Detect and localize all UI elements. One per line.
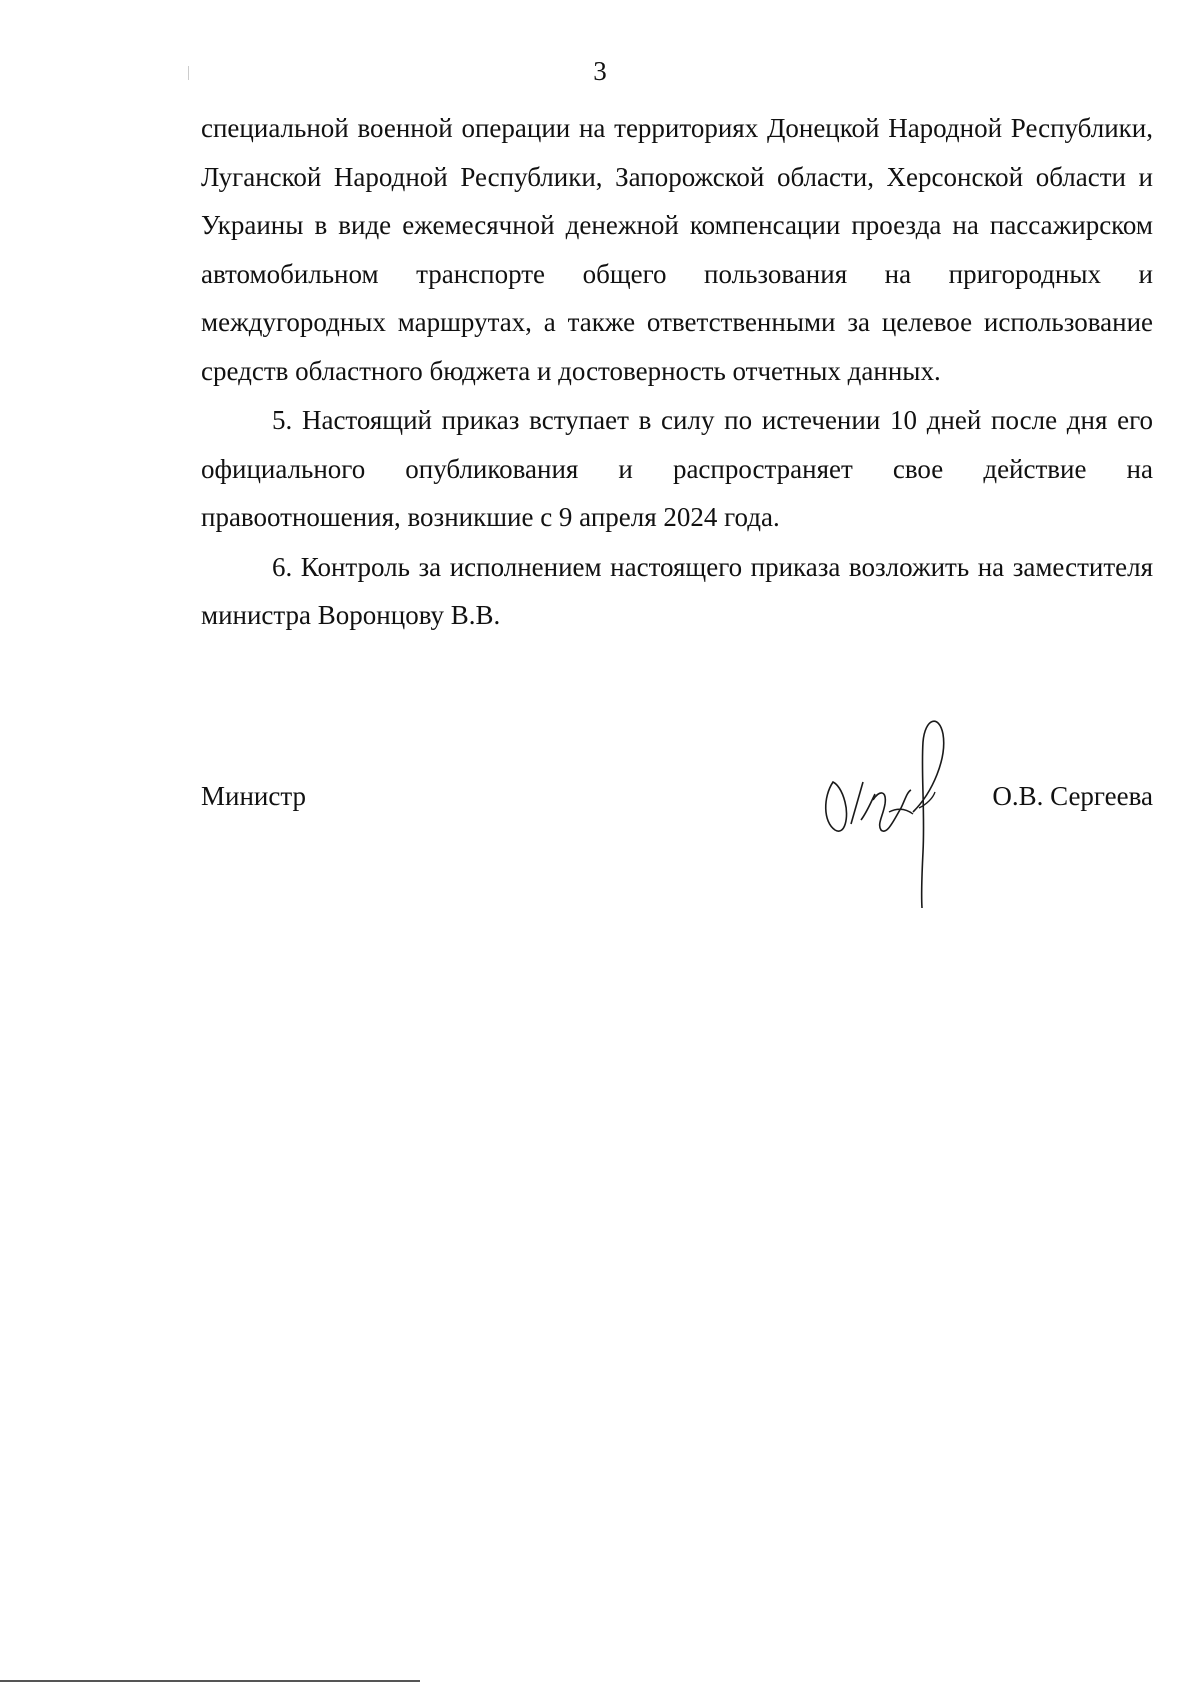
document-body bbox=[201, 104, 1153, 641]
signature-block bbox=[201, 778, 1153, 818]
signatory-title: Министр bbox=[201, 781, 306, 811]
paragraph-6: 6. Контроль за исполнением настоящего приказа возложить на заместителя министра Воронцову В.В. bbox=[201, 551, 1153, 630]
paragraph-continuation: специальной военной операции на территориях Донецкой Народной Республики, Луганской Народной Республики, Запорожской области, Херсонской области и Украины в виде ежемесячной денежной компенсации проезда на пассажирском автомобильном транспорте общего пользования на пригородных и междугородных маршрутах, а также ответственными за целевое использование средств областного бюджета и достоверность отчетных данных. bbox=[201, 113, 1153, 386]
page-number: 3 bbox=[593, 56, 607, 86]
footer-line bbox=[0, 1680, 420, 1682]
signatory-name: О.В. Сергеева bbox=[992, 781, 1153, 811]
paragraph-5: 5. Настоящий приказ вступает в силу по истечении 10 дней после дня его официального опубликования и распространяет свое действие на правоотношения, возникшие с 9 апреля 2024 года. bbox=[201, 405, 1153, 532]
